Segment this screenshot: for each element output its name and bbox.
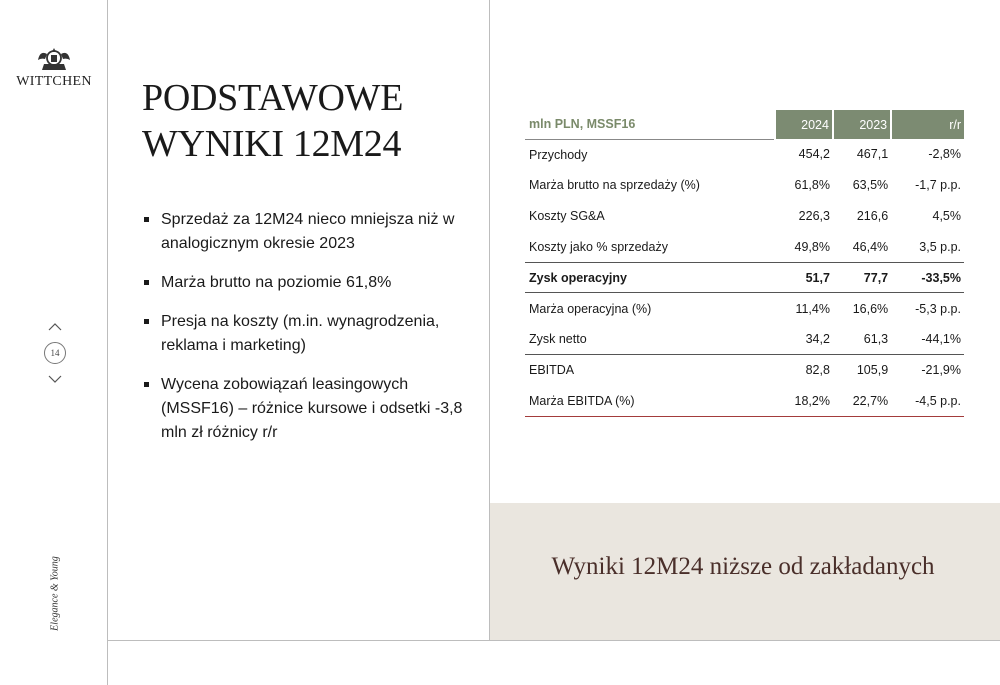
page-title — [142, 76, 403, 167]
bottom-divider — [108, 640, 1000, 641]
value-2024: 454,2 — [798, 147, 830, 162]
brand-logo — [10, 46, 98, 90]
page-navigation — [40, 318, 70, 388]
value-2024: 18,2% — [775, 385, 833, 416]
value-2023: 63,5% — [852, 178, 889, 193]
row-label: Marża EBITDA (%) — [525, 385, 775, 416]
bullet-item: Wycena zobowiązań leasingowych (MSSF16) – różnice kursowe i odsetki -3,8 mln zł różnicy r/r — [144, 373, 484, 445]
value-2024: 34,2 — [805, 331, 830, 346]
value-yoy: -21,9% — [891, 355, 964, 386]
value-2023: 16,6% — [833, 293, 891, 324]
table-row — [525, 385, 964, 416]
value-yoy: 3,5 p.p. — [919, 239, 961, 254]
table-row — [525, 293, 964, 324]
summary-column — [108, 0, 490, 640]
header-2024: 2024 — [775, 110, 833, 139]
value-yoy: -1,7 p.p. — [915, 178, 961, 193]
value-yoy: -33,5% — [891, 262, 964, 293]
value-2024: 82,8 — [775, 355, 833, 386]
table-row — [525, 201, 964, 232]
value-yoy: -5,3 p.p. — [891, 293, 964, 324]
value-2023: 46,4% — [852, 239, 889, 254]
tagline-text: Elegance & Young — [49, 556, 61, 631]
row-label: EBITDA — [525, 355, 775, 386]
bullet-item: Marża brutto na poziomie 61,8% — [144, 271, 484, 295]
value-2024: 61,8% — [794, 178, 830, 193]
table-row — [525, 139, 964, 170]
row-label: Zysk operacyjny — [525, 262, 775, 293]
row-label: Zysk netto — [529, 331, 587, 346]
value-2023: 105,9 — [833, 355, 891, 386]
value-2024: 49,8% — [794, 239, 830, 254]
bullet-list — [144, 208, 484, 460]
brand-tagline — [47, 552, 63, 642]
table-row — [525, 355, 964, 386]
value-2024: 226,3 — [798, 208, 830, 223]
financial-results-table — [525, 110, 964, 417]
logo-wordmark: WITTCHEN — [16, 74, 92, 89]
row-label: Marża operacyjna (%) — [525, 293, 775, 324]
bullet-item: Sprzedaż za 12M24 nieco mniejsza niż w analogicznym okresie 2023 — [144, 208, 484, 256]
crest-icon — [34, 46, 74, 72]
unit-label: mln PLN, MSSF16 — [525, 110, 775, 139]
value-2023: 22,7% — [833, 385, 891, 416]
header-yoy: r/r — [891, 110, 964, 139]
value-2024: 51,7 — [775, 262, 833, 293]
table-row-highlight — [525, 262, 964, 293]
title-line-2: WYNIKI 12M24 — [142, 122, 402, 165]
table-header-row — [525, 110, 964, 139]
table-row — [525, 231, 964, 262]
page-number: 14 — [44, 342, 66, 364]
value-yoy: -44,1% — [921, 331, 961, 346]
left-rail — [0, 0, 108, 685]
chevron-up-icon[interactable] — [40, 318, 70, 334]
row-label: Marża brutto na sprzedaży (%) — [529, 178, 700, 193]
value-yoy: -4,5 p.p. — [891, 385, 964, 416]
row-label: Przychody — [529, 147, 588, 162]
value-yoy: 4,5% — [932, 208, 961, 223]
bullet-item: Presja na koszty (m.in. wynagrodzenia, reklama i marketing) — [144, 310, 484, 358]
value-2024: 11,4% — [775, 293, 833, 324]
table-row — [525, 170, 964, 201]
header-2023: 2023 — [833, 110, 891, 139]
callout-text: Wyniki 12M24 niższe od zakładanych — [551, 553, 935, 580]
value-2023: 61,3 — [863, 331, 889, 346]
row-label: Koszty SG&A — [529, 208, 605, 223]
row-label: Koszty jako % sprzedaży — [529, 239, 668, 254]
table-row — [525, 324, 964, 355]
value-yoy: -2,8% — [928, 147, 961, 162]
title-line-1: PODSTAWOWE — [142, 77, 404, 119]
conclusion-callout — [490, 503, 1000, 640]
value-2023: 77,7 — [833, 262, 891, 293]
value-2023: 216,6 — [856, 208, 889, 223]
chevron-down-icon[interactable] — [40, 372, 70, 388]
value-2023: 467,1 — [856, 147, 889, 162]
